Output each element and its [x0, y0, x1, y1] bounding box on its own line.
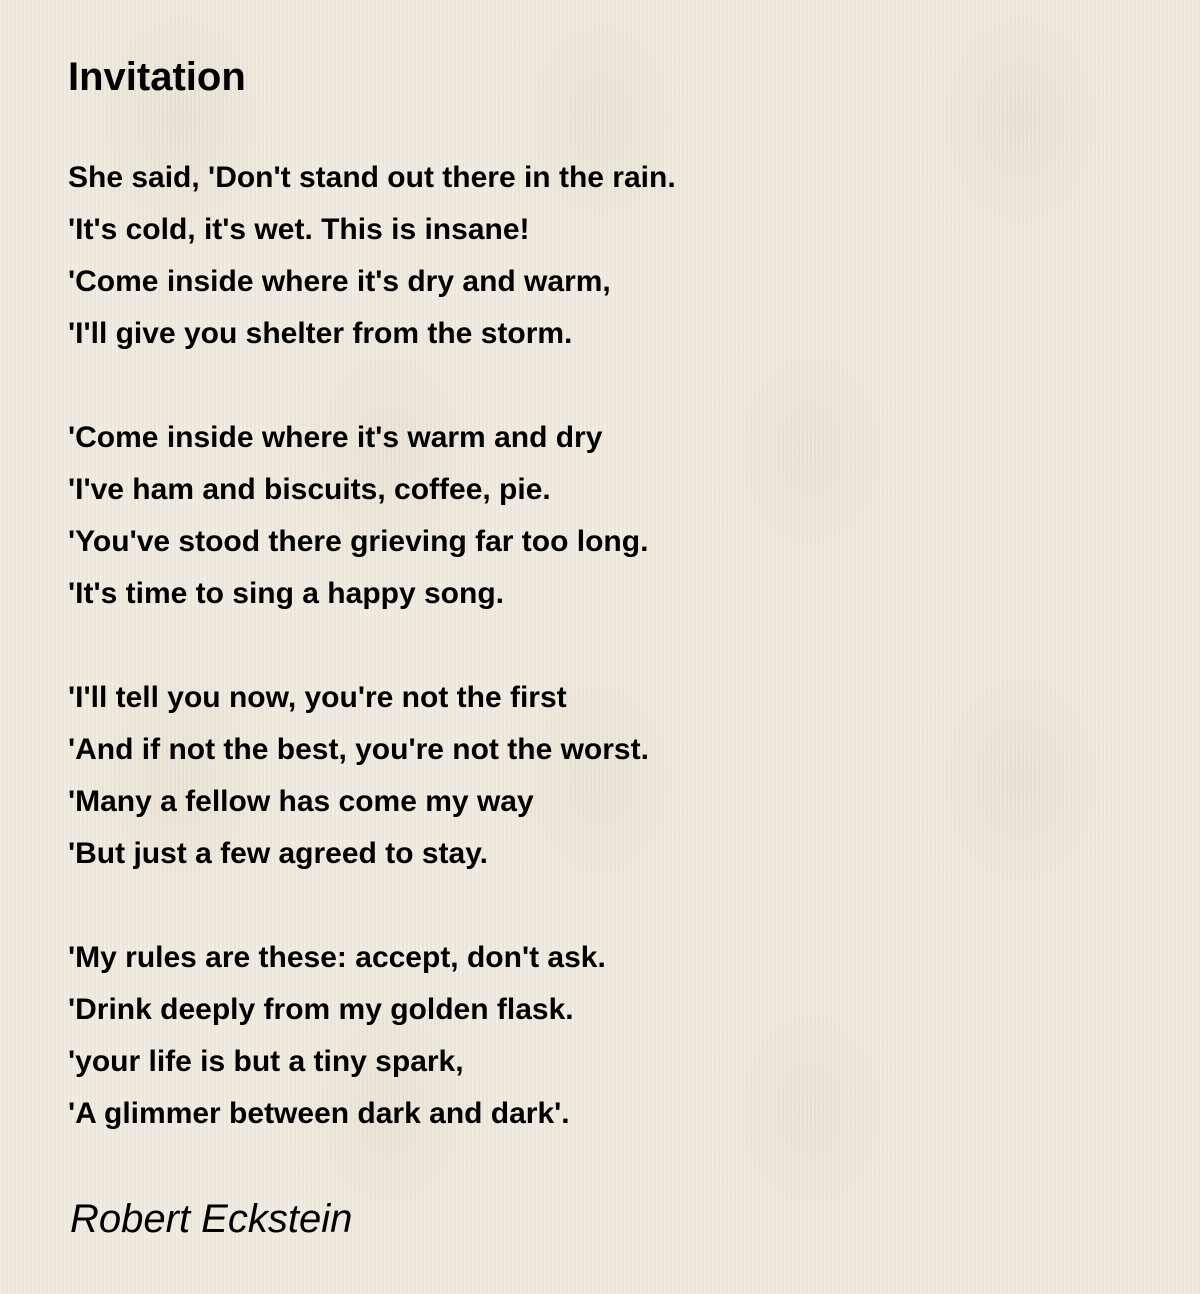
poem-line: 'And if not the best, you're not the worst. [68, 733, 649, 766]
poem-title: Invitation [68, 55, 246, 99]
poem-line: 'A glimmer between dark and dark'. [68, 1097, 570, 1130]
poem-line: 'Come inside where it's warm and dry [68, 421, 603, 454]
poem-author: Robert Eckstein [70, 1197, 353, 1241]
poem-body [68, 152, 676, 1140]
poem-line: 'I've ham and biscuits, coffee, pie. [68, 473, 551, 506]
poem-line: 'Drink deeply from my golden flask. [68, 993, 574, 1026]
stanza-3 [68, 672, 676, 880]
poem-line: 'your life is but a tiny spark, [68, 1045, 464, 1078]
poem-line: 'I'll tell you now, you're not the first [68, 681, 567, 714]
poem-line: 'Come inside where it's dry and warm, [68, 265, 611, 298]
stanza-4 [68, 932, 676, 1140]
poem-line: 'Many a fellow has come my way [68, 785, 534, 818]
poem-line: 'I'll give you shelter from the storm. [68, 317, 573, 350]
poem-line: 'It's cold, it's wet. This is insane! [68, 213, 530, 246]
poem-line: 'You've stood there grieving far too long. [68, 525, 649, 558]
stanza-2 [68, 412, 676, 620]
poem-line: 'It's time to sing a happy song. [68, 577, 504, 610]
poem-line: She said, 'Don't stand out there in the rain. [68, 161, 676, 194]
poem-line: 'But just a few agreed to stay. [68, 837, 488, 870]
poem-line: 'My rules are these: accept, don't ask. [68, 941, 606, 974]
stanza-1 [68, 152, 676, 360]
